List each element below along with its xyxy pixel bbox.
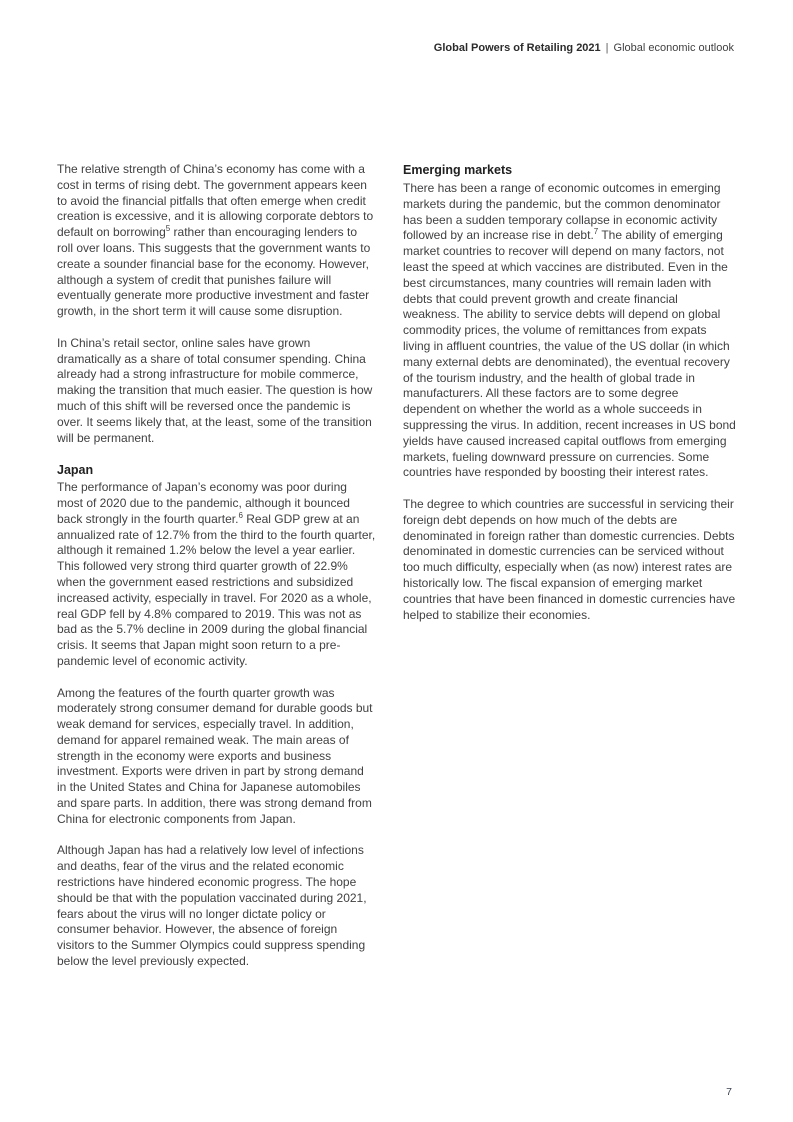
paragraph-text: Real GDP grew at an annualized rate of 12.7% from the third to the fourth quarter, although it remained 1.2% below the level a year earlier. This followed very strong third quarter growth of 22.9% when the government eased restrictions and subsidized increased activity, especially in travel. For 2020 as a whole, real GDP fell by 4.8% compared to 2019. This was not as bad as the 5.7% decline in 2009 during the global financial crisis. It seems that Japan might soon return to a pre-pandemic level of economic activity. <box>57 511 376 668</box>
paragraph-japan-virus: Although Japan has had a relatively low level of infections and deaths, fear of the virus and the related economic restrictions have hindered economic progress. The hope should be that with the population vaccinated during 2021, fears about the virus will no longer dictate policy or consumer behavior. However, the absence of foreign visitors to the Summer Olympics could suppress spending below the level previously expected. <box>57 843 367 969</box>
page-header <box>434 41 734 55</box>
paragraph-china-debt <box>57 162 376 320</box>
header-separator: | <box>605 42 609 54</box>
paragraph-text: There has been a range of economic outcomes in emerging markets during the pandemic, but the common denominator has been a sudden temporary collapse in economic activity followed by an increase rise in debt. <box>403 181 721 243</box>
footnote-ref-6: 6 <box>238 510 243 520</box>
paragraph-japan-demand: Among the features of the fourth quarter growth was moderately strong consumer demand for durable goods but weak demand for services, especially travel. In addition, demand for apparel remained weak. The main areas of strength in the economy were exports and business investment. Exports were driven in part by strong demand in the United States and China for Japanese automobiles and spare parts. In addition, there was strong demand from China for electronic components from Japan. <box>57 685 373 826</box>
footnote-ref-5: 5 <box>165 224 171 234</box>
paragraph-text: The relative strength of China’s economy has come with a cost in terms of rising debt. The government appears keen to avoid the financial pitfalls that often emerge when credit creation is excessive, and it is allowing corporate debtors to default on borrowing <box>57 162 374 240</box>
footnote-ref-7: 7 <box>593 227 599 237</box>
paragraph-china-retail: In China’s retail sector, online sales have grown dramatically as a share of total consumer spending. China already had a strong infrastructure for mobile commerce, making the transition that much easier. The question is how much of this shift will be reversed once the pandemic is over. It seems likely that, at the least, some of the transition will be permanent. <box>57 335 373 445</box>
heading-japan: Japan <box>57 463 94 478</box>
paragraph-japan-gdp <box>57 480 376 670</box>
heading-emerging-markets: Emerging markets <box>403 163 513 177</box>
header-section-title: Global economic outlook <box>613 42 734 54</box>
paragraph-text: The performance of Japan’s economy was poor during most of 2020 due to the pandemic, although it bounced back strongly in the fourth quarter. <box>57 480 350 526</box>
paragraph-text: rather than encouraging lenders to roll over loans. This suggests that the government wants to create a sounder financial base for the economy. However, although a system of credit that punishes failure will eventually generate more productive investment and faster growth, in the short term it will cause some disruption. <box>57 225 371 319</box>
left-column <box>57 162 376 986</box>
two-column-body <box>57 162 737 986</box>
right-column <box>403 162 737 986</box>
paragraph-emerging-outcomes <box>403 181 737 481</box>
paragraph-text: The ability of emerging market countries to recover will depend on many factors, not least the speed at which vaccines are distributed. Even in the best circumstances, many countries will remain laden with debts that could prevent growth and create financial weakness. The ability to service debts will depend on global commodity prices, the volume of remittances from expats living in affluent countries, the value of the US dollar (in which many external debts are denominated), the eventual recovery of the tourism industry, and the health of global trade in manufacturers. All these factors are to some degree dependent on whether the world as a whole succeeds in suppressing the virus. In addition, recent increases in US bond yields have caused increased capital outflows from emerging markets, fueling downward pressure on currencies. Some countries have responded by boosting their interest rates. <box>403 228 736 480</box>
page-number: 7 <box>726 1086 732 1098</box>
paragraph-foreign-debt: The degree to which countries are successful in servicing their foreign debt depends on how much of the debts are denominated in foreign rather than domestic currencies. Debts denominated in domestic currencies can be serviced without too much difficulty, especially when (as now) interest rates are historically low. The fiscal expansion of emerging market countries that have been financed in domestic currencies have helped to stabilize their economies. <box>403 496 736 622</box>
header-report-title: Global Powers of Retailing 2021 <box>433 42 601 54</box>
